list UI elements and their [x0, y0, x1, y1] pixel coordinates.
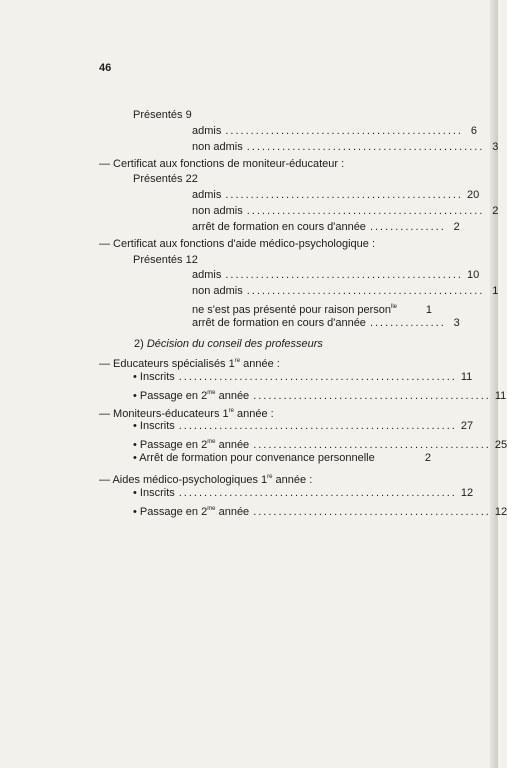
passage-text: • Passage en 2 — [133, 390, 208, 402]
superscript: me — [207, 390, 216, 396]
section-heading — [99, 354, 280, 371]
heading-text: — Educateurs spécialisés 1 — [99, 358, 235, 370]
subsection-title-text: Décision du conseil des professeurs — [146, 338, 323, 350]
admis-row — [192, 188, 480, 202]
row-label: • Arrêt de formation pour convenance personnelle — [133, 452, 375, 464]
dot-leader: ............................................... — [253, 506, 491, 518]
inscrits-row — [133, 370, 473, 384]
row-label: arrêt de formation en cours d'année — [192, 221, 366, 233]
dot-leader: ............... — [369, 221, 446, 233]
passage-text: • Passage en 2 — [133, 439, 208, 451]
dot-leader: ............................................... — [225, 189, 463, 201]
row-value: 11 — [460, 371, 473, 383]
dot-leader: ............................................... — [253, 439, 491, 451]
dot-leader: ............................................... — [246, 205, 485, 217]
superscript: re — [234, 358, 241, 364]
heading-text: — Moniteurs-éducateurs 1 — [99, 408, 229, 420]
row-label: • Inscrits — [133, 487, 175, 499]
dot-leader: ............................................... — [225, 269, 463, 281]
row-label: non admis — [192, 205, 243, 217]
row-label-text: ne s'est pas présenté pour raison person — [192, 304, 391, 316]
non-admis-row — [192, 284, 499, 298]
row-label — [133, 435, 249, 452]
row-value: 20 — [466, 189, 480, 201]
heading-text-end: année : — [272, 474, 313, 486]
row-value: 12 — [494, 506, 507, 518]
presentes-line: Présentés 9 — [133, 109, 192, 121]
dot-leader: ....................................................... — [178, 420, 457, 432]
row-label: non admis — [192, 285, 243, 297]
subsection-title — [134, 337, 323, 351]
row-value: 27 — [460, 420, 474, 432]
arret-row — [133, 451, 431, 465]
row-label: • Inscrits — [133, 420, 175, 432]
dot-leader: ............... — [369, 317, 446, 329]
row-value: 1 — [425, 304, 432, 316]
row-value: 3 — [492, 141, 499, 153]
superscript: me — [207, 506, 216, 512]
superscript: re — [267, 474, 273, 480]
row-value: 6 — [470, 125, 477, 137]
superscript: re — [228, 408, 234, 414]
row-label: admis — [192, 189, 222, 201]
row-label: admis — [192, 269, 222, 281]
row-value: 12 — [460, 487, 474, 499]
row-label: admis — [192, 125, 222, 137]
inscrits-row — [133, 419, 474, 433]
row-label: • Inscrits — [133, 371, 175, 383]
row-value: 1 — [492, 285, 499, 297]
presentes-line: Présentés 12 — [133, 254, 198, 266]
non-admis-row — [192, 140, 499, 154]
dot-leader: ............................................... — [246, 141, 485, 153]
row-label — [133, 386, 249, 403]
row-value: 10 — [466, 269, 480, 281]
row-label: non admis — [192, 141, 243, 153]
superscript: me — [207, 439, 216, 445]
passage-row — [133, 386, 507, 403]
row-label — [192, 300, 397, 317]
row-value: 11 — [494, 390, 507, 402]
non-admis-row — [192, 204, 499, 218]
non-presente-row — [192, 300, 432, 317]
passage-row — [133, 435, 507, 452]
dot-leader: ............................................... — [253, 390, 491, 402]
passage-text-end: année — [215, 506, 250, 518]
section-heading — [99, 470, 312, 487]
passage-row — [133, 502, 507, 519]
dot-leader: ....................................................... — [178, 371, 457, 383]
passage-text: • Passage en 2 — [133, 506, 208, 518]
heading-text: — Aides médico-psychologiques 1 — [99, 474, 268, 486]
subsection-number: 2) — [134, 338, 144, 350]
row-label: arrêt de formation en cours d'année — [192, 317, 366, 329]
dot-leader: ............................................... — [246, 285, 485, 297]
passage-text-end: année — [215, 390, 250, 402]
arret-row — [192, 220, 460, 234]
row-label — [133, 502, 249, 519]
admis-row — [192, 124, 477, 138]
section-heading: — Certificat aux fonctions de moniteur-éducateur : — [99, 158, 345, 170]
page-number: 46 — [99, 62, 112, 74]
row-value: 2 — [492, 205, 499, 217]
admis-row — [192, 268, 480, 282]
section-heading: — Certificat aux fonctions d'aide médico-psychologique : — [99, 238, 376, 250]
arret-row — [192, 316, 460, 330]
heading-text-end: année : — [233, 408, 274, 420]
passage-text-end: année — [215, 439, 250, 451]
page-edge-shadow — [490, 0, 498, 768]
row-value: 2 — [424, 452, 431, 464]
dot-leader: ............................................... — [225, 125, 463, 137]
inscrits-row — [133, 486, 474, 500]
row-value: 25 — [494, 439, 507, 451]
heading-text-end: année : — [240, 358, 280, 370]
dot-leader: ....................................................... — [178, 487, 457, 499]
row-value: 3 — [453, 317, 460, 329]
presentes-line: Présentés 22 — [133, 173, 198, 185]
row-value: 2 — [453, 221, 460, 233]
superscript: lle — [391, 304, 398, 310]
